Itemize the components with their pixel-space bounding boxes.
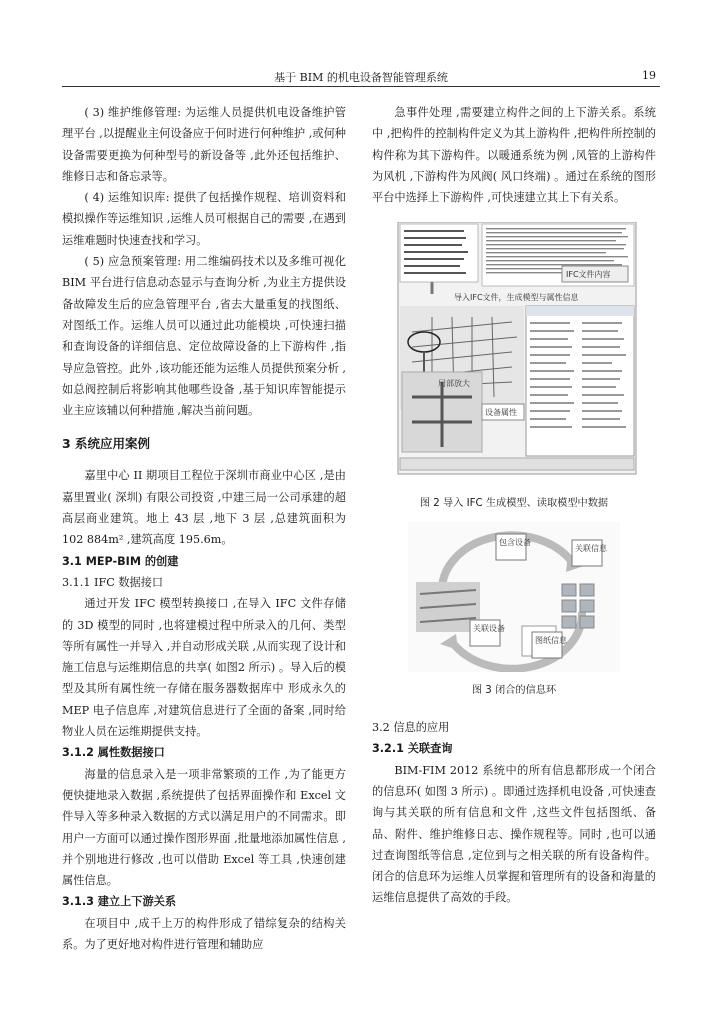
section-heading-3: 3 系统应用案例 [62, 436, 151, 452]
fig3-label-link: 关联信息 [575, 543, 607, 553]
paragraph-emergency: ( 5) 应急预案管理: 用二维编码技术以及多维可视化 BIM 平台进行信息动态显示与查询分析 ,为业主方提供设备故障发生后的应急管理平台 ,省去大量重复的找图纸、对图纸工作。运维人员可以通过此功能模块 ,可快速扫描和查询设备的详细信息、定位故障设备的上下游构件 ,指导应急管控。此外 ,该功能还能为运维人员提供预案分析 ,如总阀控制后将影响其他哪些设备 ,基于知识库智能提示业主应该辅以何种措施 ,解决当前问题。 [62, 255, 346, 418]
running-header [62, 66, 660, 87]
page-number: 19 [642, 69, 656, 82]
section-heading-3-2-1: 3.2.1 关联查询 [372, 742, 453, 756]
paragraph-project: 嘉里中心 II 期项目工程位于深圳市商业中心区 ,是由嘉里置业( 深圳) 有限公司投资 ,中建三局一公司承建的超高层商业建筑。地上 43 层 ,地下 3 层 ,总建筑面积为 102 884m² ,建筑高度 195.6m。 [62, 469, 346, 547]
fig2-label-zoom: 局部放大 [438, 379, 470, 389]
fig3-label-drawing: 图纸信息 [535, 635, 567, 645]
left-column [62, 102, 346, 955]
section-heading-3-1-3: 3.1.3 建立上下游关系 [62, 895, 177, 909]
fig3-label-assoc: 关联设备 [473, 623, 505, 633]
right-column [372, 102, 656, 909]
fig2-label-import: 导入IFC文件，生成模型与属性信息 [454, 293, 579, 303]
figure-3-image [372, 522, 656, 672]
section-heading-3-1: 3.1 MEP-BIM 的创建 [62, 554, 179, 568]
paragraph-upstream-cont: 急事件处理 ,需要建立构件之间的上下游关系。系统中 ,把构件的控制构件定义为其上游构件 ,把构件所控制的构件称为其下游构件。以暖通系统为例 ,风管的上游构件为风机 ,下游构件为风阀( 风口终端) 。通过在系统的图形平台中选择上下游构件 ,可快速建立其上下有关系。 [372, 106, 656, 205]
figure-3-caption: 图 3 闭合的信息环 [471, 685, 557, 697]
figure-2-image [372, 222, 656, 484]
fig2-label-attr: 设备属性 [485, 408, 517, 418]
fig2-label-ifc: IFC文件内容 [566, 270, 611, 280]
paragraph-association-query: BIM-FIM 2012 系统中的所有信息都形成一个闭合的信息环( 如图 3 所示) 。即通过选择机电设备 ,可快速查询与其关联的所有信息和文件 ,这些文件包括图纸、备品、附件、维护维修日志、操作规程等。同时 ,也可以通过查询图纸等信息 ,定位到与之相关联的所有设备构件。闭合的信息环为运维人员掌握和管理所有的设备和海量的运维信息提供了高效的手段。 [372, 763, 656, 905]
paragraph-attribute: 海量的信息录入是一项非常繁琐的工作 ,为了能更方便快捷地录入数据 ,系统提供了包括界面操作和 Excel 文件导入等多种录入数据的方式以满足用户的不同需求。即用户一方面可以通过操作图形界面 ,批量地添加属性信息 ,并个别地进行修改 ,也可以借助 Excel 等工具 ,快速创建属性信息。 [62, 767, 346, 888]
section-heading-3-2: 3.2 信息的应用 [372, 721, 450, 735]
paragraph-ifc: 通过开发 IFC 模型转换接口 ,在导入 IFC 文件存储的 3D 模型的同时 ,也将建模过程中所录入的几何、类型等所有属性一并导入 ,并自动形成关联 ,从而实现了设计和施工信息与运维期信息的共享( 如图2 所示) 。导入后的模型及其所有属性统一存储在服务器数据库中 形成永久的 MEP 电子信息库 ,对建筑信息进行了全面的备案 ,同时给物业人员在运维期提供支持。 [62, 597, 346, 739]
running-title: 基于 BIM 的机电设备智能管理系统 [274, 71, 448, 84]
figure-2 [372, 222, 656, 511]
section-heading-3-1-1: 3.1.1 IFC 数据接口 [62, 575, 164, 589]
paragraph-knowledge-base: ( 4) 运维知识库: 提供了包括操作规程、培训资料和模拟操作等运维知识 ,运维人员可根据自己的需要 ,在遇到运维难题时快速查找和学习。 [62, 191, 346, 247]
figure-3 [372, 522, 656, 699]
section-heading-3-1-2: 3.1.2 属性数据接口 [62, 746, 165, 760]
figure-2-caption: 图 2 导入 IFC 生成模型、读取模型中数据 [419, 497, 609, 509]
fig3-label-include: 包含设备 [499, 537, 531, 547]
paragraph-upstream: 在项目中 ,成千上万的构件形成了错综复杂的结构关系。为了更好地对构件进行管理和辅助应 [62, 916, 346, 951]
paragraph-maintenance: ( 3) 维护维修管理: 为运维人员提供机电设备维护管理平台 ,以提醒业主何设备应于何时进行何种维护 ,或何种设备需要更换为何种型号的新设备等 ,此外还包括维护、维修日志和备忘录等。 [62, 106, 346, 183]
